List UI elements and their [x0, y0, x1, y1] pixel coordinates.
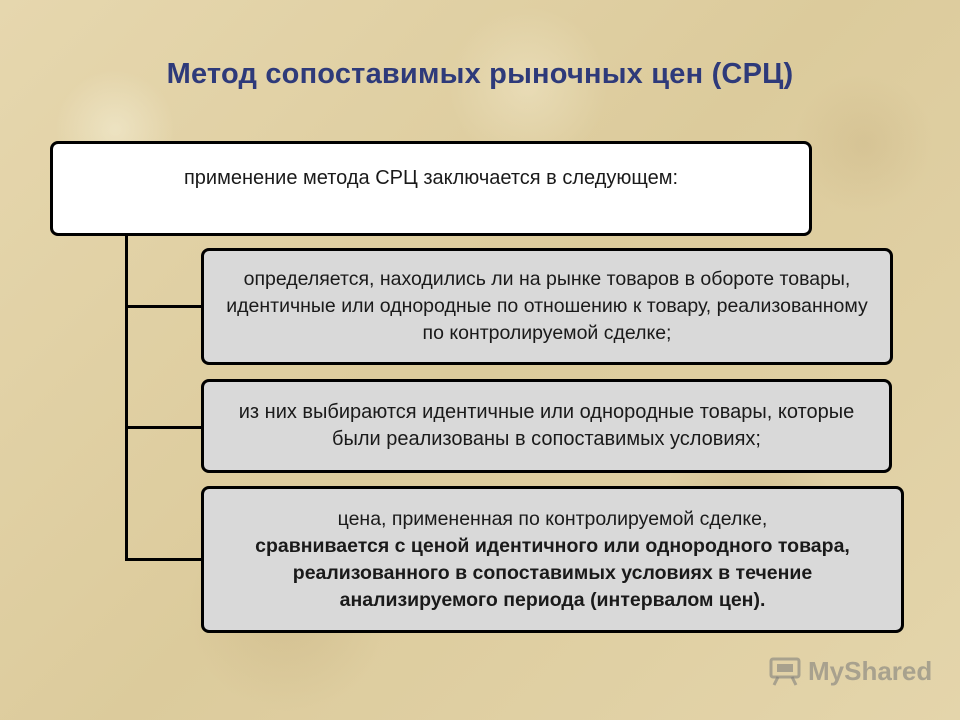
watermark: [768, 655, 932, 687]
connector-step-1: [125, 305, 201, 308]
watermark-text: MyShared: [808, 655, 933, 686]
connector-step-3: [125, 558, 201, 561]
step-3-bold-text: сравнивается с ценой идентичного или однородного товара, реализованного в сопоставимых условиях в течение анализируемого периода (интервалом цен).: [255, 534, 850, 611]
intro-text: применение метода СРЦ заключается в следующем:: [183, 167, 679, 189]
page-title: Метод сопоставимых рыночных цен (СРЦ): [166, 58, 794, 90]
connector-step-2: [125, 426, 201, 429]
step-2-text: из них выбираются идентичные или однородные товары, которые были реализованы в сопоставимых условиях;: [238, 401, 855, 450]
step-box-3: [201, 486, 904, 633]
connector-vertical: [125, 236, 128, 560]
step-1-text: определяется, находились ли на рынке товаров в обороте товары, идентичные или однородные по отношению к товару, реализованному по контролируемой сделке;: [226, 268, 868, 344]
step-box-2: [201, 379, 892, 473]
mysharedlogo-icon: [768, 655, 802, 687]
intro-box: [50, 141, 812, 236]
step-box-1: [201, 248, 893, 365]
step-3-text: цена, примененная по контролируемой сделке,: [337, 507, 768, 530]
